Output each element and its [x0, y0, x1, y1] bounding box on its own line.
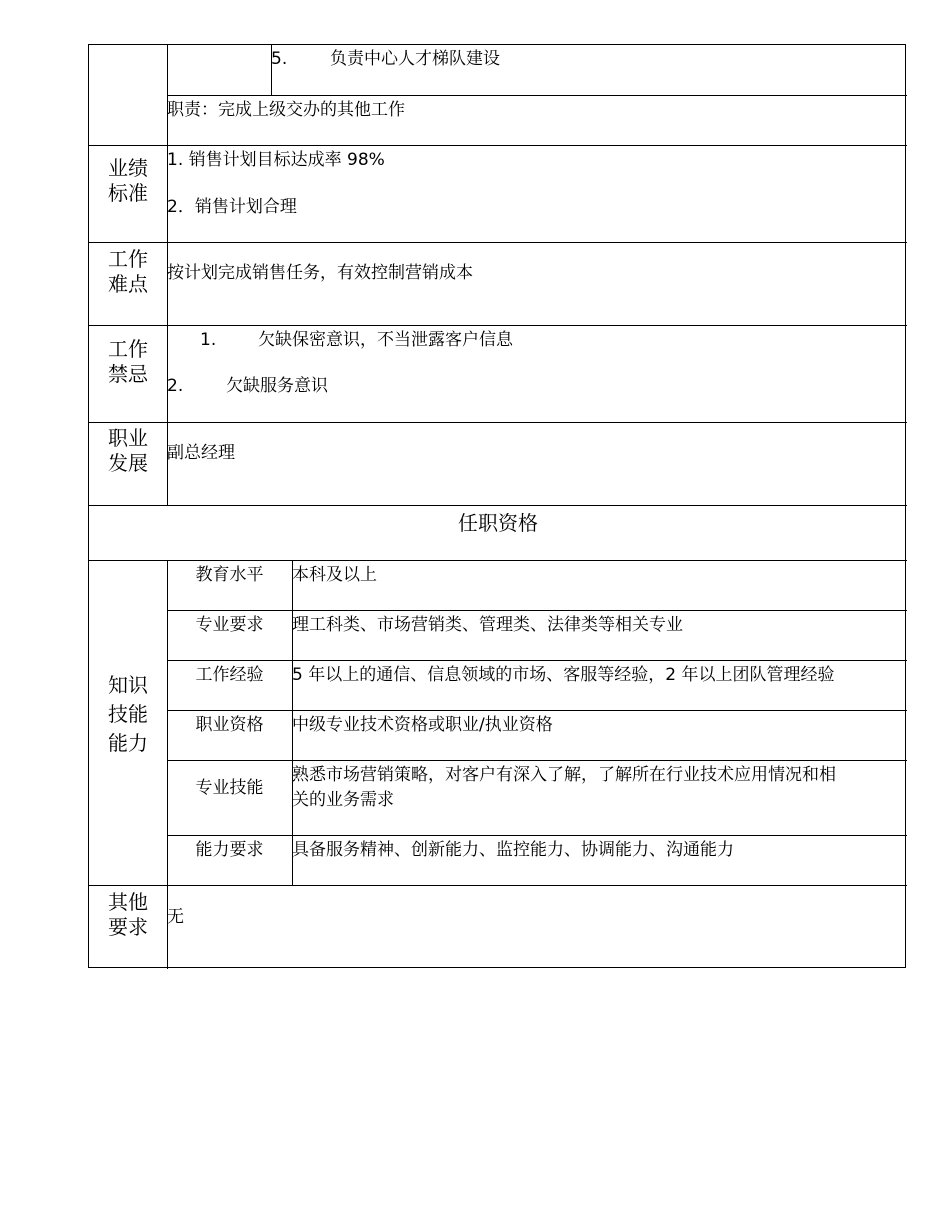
responsibility-item-text: 负责中心人才梯队建设: [330, 49, 500, 69]
row-divider: [167, 710, 907, 711]
row-divider: [89, 505, 907, 506]
job-description-table: [88, 44, 906, 968]
performance-label: 业绩 标准: [108, 156, 148, 205]
row-divider: [167, 660, 907, 661]
row-divider: [167, 835, 907, 836]
taboo-item-2-text: 欠缺服务意识: [226, 376, 328, 396]
qualification-value-major: 理工科类、市场营销类、管理类、法律类等相关专业: [292, 615, 683, 635]
difficulty-label: 工作 难点: [108, 247, 148, 296]
qualification-name-experience: 工作经验: [195, 665, 264, 685]
other-requirements-text: 无: [167, 907, 184, 927]
qualification-value-education: 本科及以上: [292, 565, 377, 585]
qualification-value-skills-line-1: 熟悉市场营销策略，对客户有深入了解，了解所在行业技术应用情况和相: [292, 765, 836, 785]
qualification-name-skills: 专业技能: [195, 778, 264, 798]
row-divider: [167, 760, 907, 761]
row-divider: [89, 560, 907, 561]
career-label: 职业 发展: [108, 426, 148, 475]
row-divider: [89, 325, 907, 326]
other-duty-text: 职责：完成上级交办的其他工作: [167, 100, 405, 120]
career-text: 副总经理: [167, 443, 235, 463]
qualification-value-certification: 中级专业技术资格或职业/执业资格: [292, 715, 553, 735]
taboo-label: 工作 禁忌: [108, 337, 148, 386]
qualification-name-education: 教育水平: [195, 565, 264, 585]
row-divider: [167, 95, 907, 96]
qualifications-heading: 任职资格: [458, 511, 538, 535]
qualification-name-ability: 能力要求: [195, 840, 264, 860]
taboo-item-2-number: 2.: [167, 376, 184, 396]
qualification-name-certification: 职业资格: [195, 715, 264, 735]
row-divider: [89, 242, 907, 243]
row-divider: [167, 610, 907, 611]
performance-line-2: 2．销售计划合理: [167, 197, 297, 217]
qualification-value-experience: 5 年以上的通信、信息领域的市场、客服等经验，2 年以上团队管理经验: [292, 665, 835, 685]
row-divider: [89, 885, 907, 886]
qualification-value-skills-line-2: 关的业务需求: [292, 790, 394, 810]
knowledge-skills-label: 知识 技能 能力: [108, 673, 148, 755]
row-divider: [89, 422, 907, 423]
other-requirements-label: 其他 要求: [108, 890, 148, 939]
responsibility-item-number: 5.: [271, 49, 288, 69]
difficulty-text: 按计划完成销售任务，有效控制营销成本: [167, 263, 473, 283]
taboo-item-1-number: 1.: [200, 330, 217, 350]
qualification-value-ability: 具备服务精神、创新能力、监控能力、协调能力、沟通能力: [292, 840, 734, 860]
taboo-item-1-text: 欠缺保密意识，不当泄露客户信息: [258, 330, 513, 350]
row-divider: [89, 145, 907, 146]
performance-line-1: 1. 销售计划目标达成率 98%: [167, 150, 385, 170]
qualification-name-major: 专业要求: [195, 615, 264, 635]
